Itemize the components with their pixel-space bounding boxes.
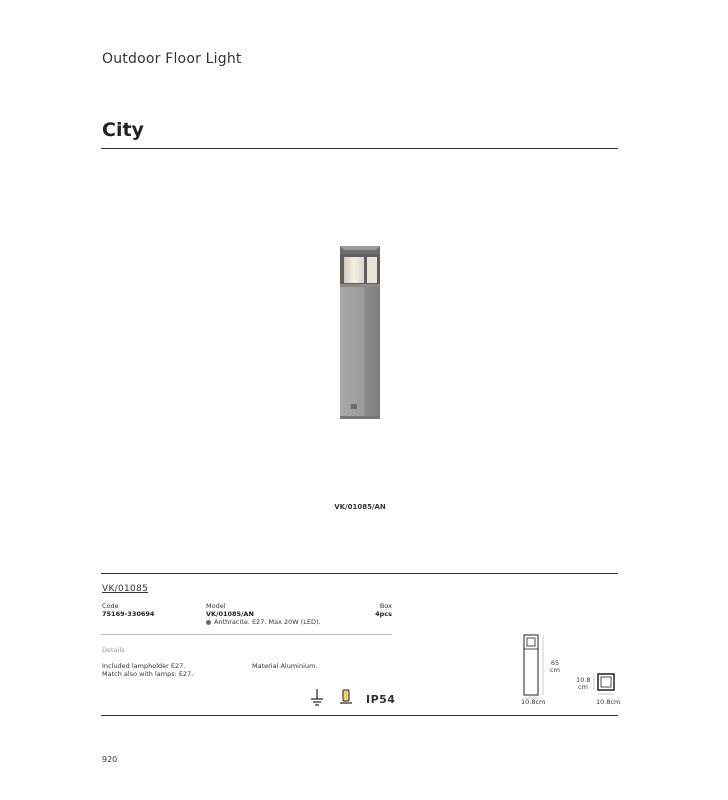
variant-text: Anthracite. E27. Max 20W (LED). xyxy=(214,618,321,626)
page-number: 920 xyxy=(102,755,118,764)
details-divider xyxy=(101,634,392,635)
box-label: Box xyxy=(379,602,392,610)
bottom-divider xyxy=(101,715,618,716)
product-title: City xyxy=(102,119,144,141)
details-label: Details xyxy=(102,646,125,654)
depth-dimension: 10.8 cm xyxy=(576,676,591,691)
color-dot-icon xyxy=(206,620,211,625)
included-lampholder: Included lampholder E27. xyxy=(102,662,186,670)
box-value: 4pcs xyxy=(375,610,392,618)
match-lamps: Match also with lamps: E27. xyxy=(102,670,194,678)
ip-rating: IP54 xyxy=(366,693,396,706)
material: Material Aluminium. xyxy=(252,662,318,670)
code-label: Code xyxy=(102,602,119,610)
model-label: Model xyxy=(206,602,226,610)
product-family-code: VK/01085 xyxy=(102,584,149,594)
product-category: Outdoor Floor Light xyxy=(102,51,242,67)
model-value: VK/01085/AN xyxy=(206,610,254,618)
top-divider xyxy=(101,148,618,149)
ground-symbol-icon xyxy=(310,688,324,706)
image-caption: VK/01085/AN xyxy=(334,503,386,511)
middle-divider xyxy=(101,573,618,574)
top-width-dimension: 10.8cm xyxy=(596,698,621,706)
variant-row xyxy=(206,618,321,626)
code-value: 75169-330694 xyxy=(102,610,155,618)
lamp-bulb-icon xyxy=(339,689,353,705)
side-width-dimension: 10.8cm xyxy=(521,698,546,706)
height-dimension: 65 cm xyxy=(550,659,560,674)
product-image xyxy=(330,246,390,426)
